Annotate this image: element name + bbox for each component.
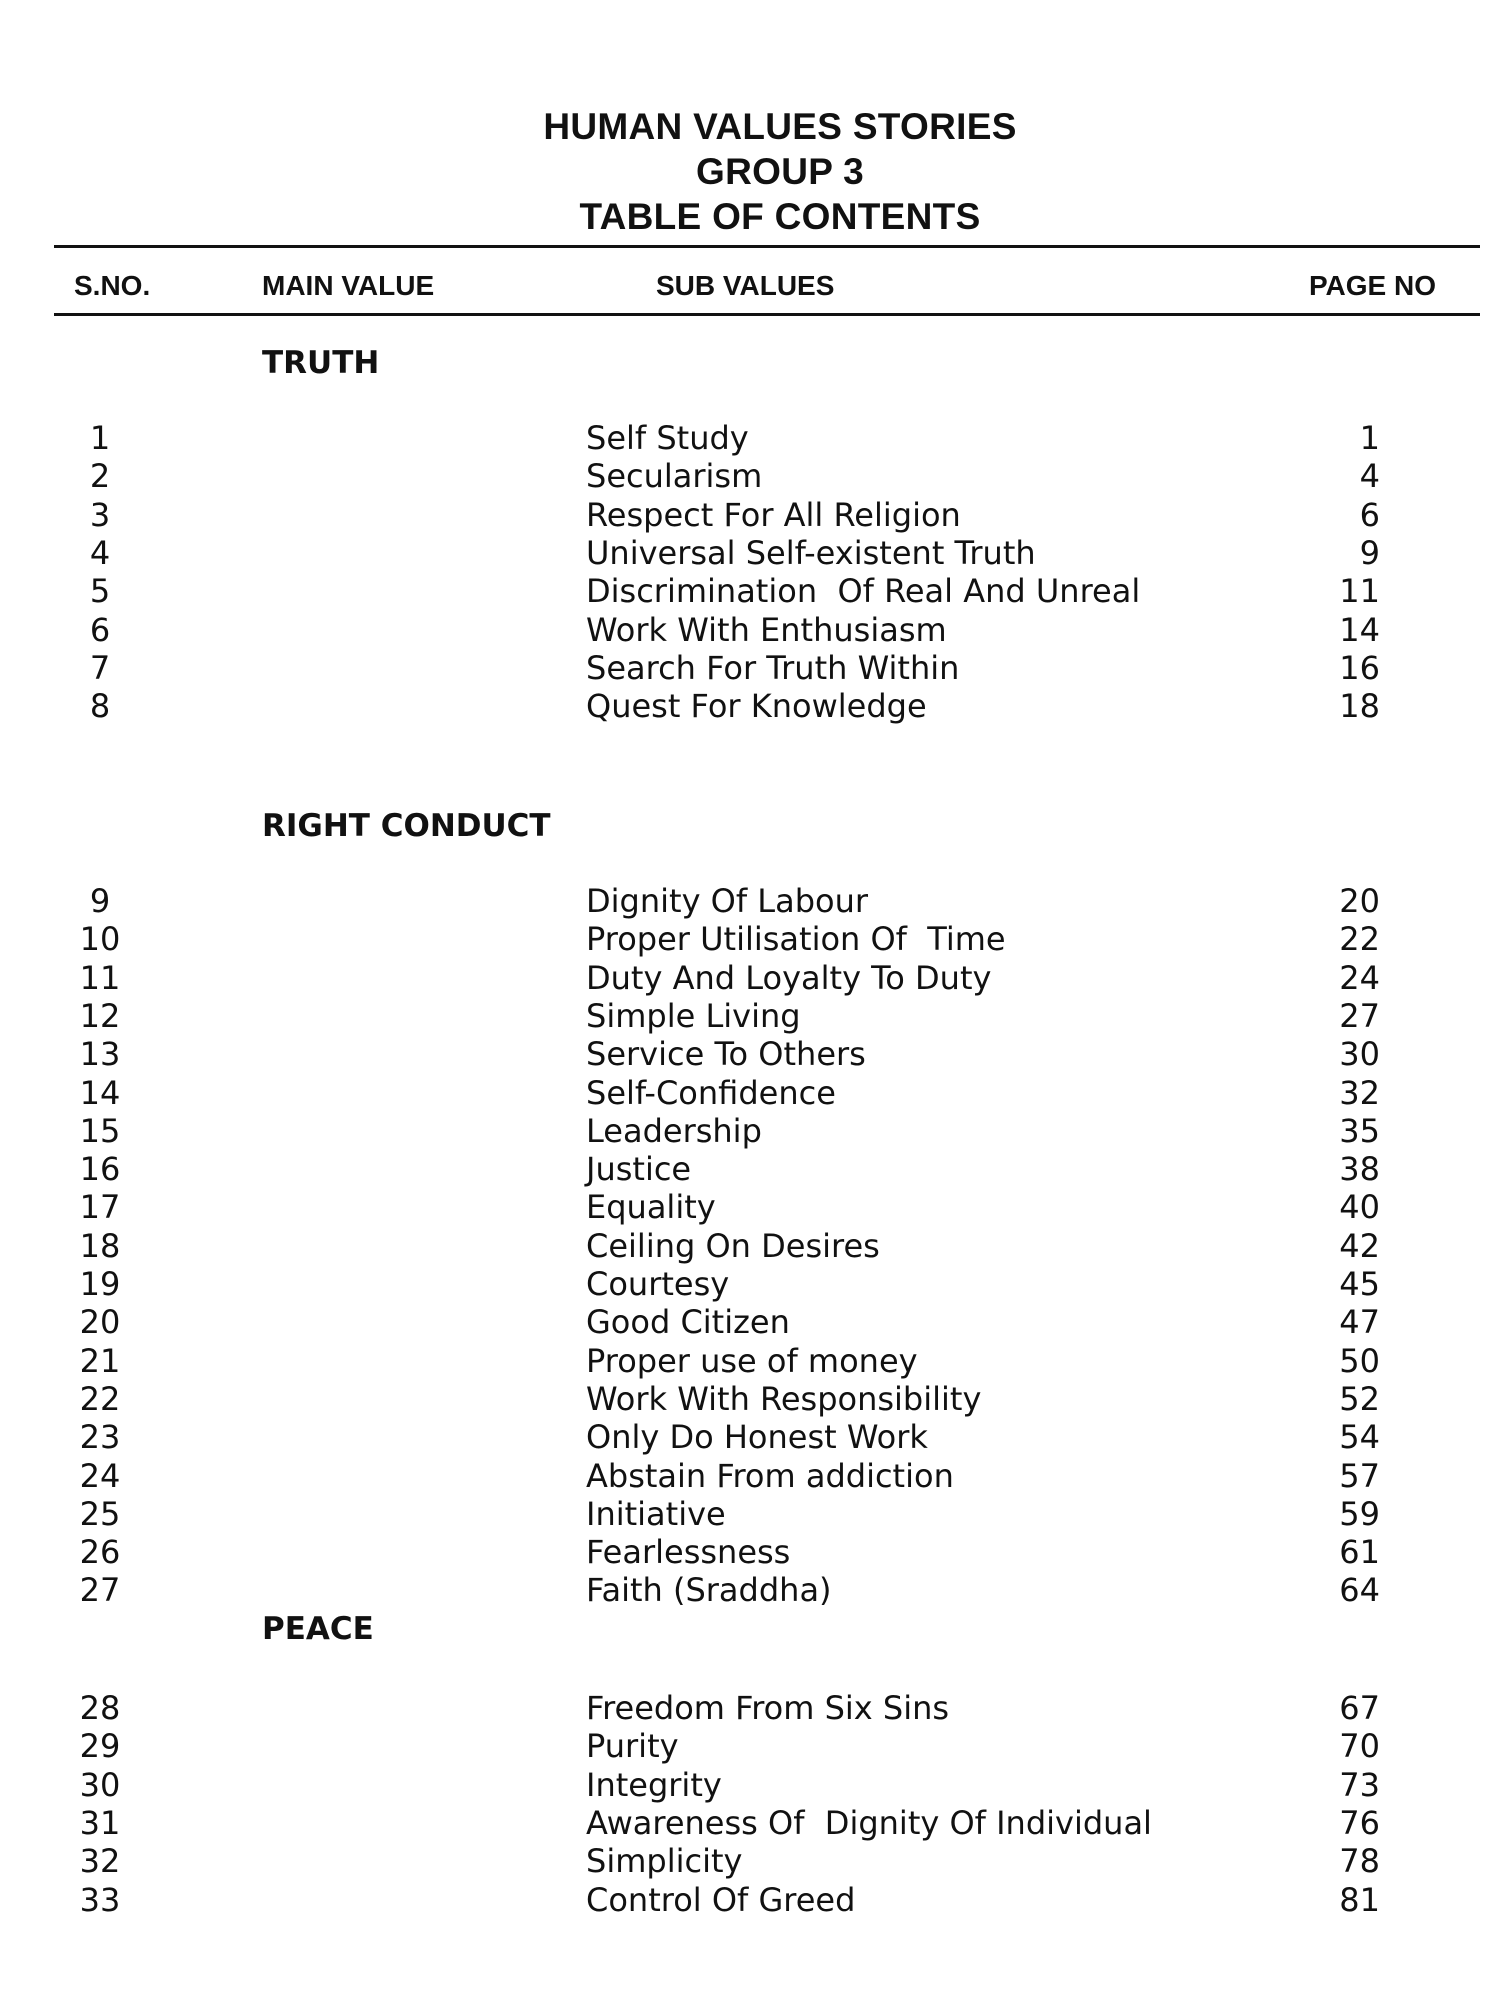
row-page-number: 81 bbox=[1339, 1880, 1380, 1919]
row-page-number: 9 bbox=[1359, 533, 1380, 572]
toc-row bbox=[0, 534, 1500, 572]
title-block bbox=[0, 104, 1500, 239]
toc-row bbox=[0, 1689, 1500, 1727]
row-page-number: 11 bbox=[1339, 572, 1380, 611]
row-sub-value: Integrity bbox=[586, 1765, 722, 1804]
toc-row bbox=[0, 1227, 1500, 1265]
toc-row bbox=[0, 1766, 1500, 1804]
row-sub-value: Secularism bbox=[586, 457, 763, 496]
row-page-number: 16 bbox=[1339, 648, 1380, 687]
row-sub-value: Ceiling On Desires bbox=[586, 1226, 880, 1265]
toc-row bbox=[0, 1881, 1500, 1919]
toc-row bbox=[0, 687, 1500, 725]
row-serial-number: 21 bbox=[79, 1341, 121, 1380]
row-sub-value: Faith (Sraddha) bbox=[586, 1571, 832, 1610]
row-page-number: 73 bbox=[1339, 1765, 1380, 1804]
row-serial-number: 3 bbox=[89, 495, 111, 534]
row-sub-value: Leadership bbox=[586, 1111, 762, 1150]
row-page-number: 67 bbox=[1339, 1689, 1380, 1727]
row-sub-value: Universal Self-existent Truth bbox=[586, 533, 1036, 572]
toc-row bbox=[0, 1150, 1500, 1188]
row-serial-number: 15 bbox=[79, 1111, 121, 1150]
toc-row bbox=[0, 882, 1500, 920]
row-sub-value: Awareness Of Dignity Of Individual bbox=[586, 1803, 1152, 1842]
toc-row bbox=[0, 1035, 1500, 1073]
row-serial-number: 31 bbox=[79, 1803, 121, 1842]
row-sub-value: Service To Others bbox=[586, 1035, 866, 1074]
section-heading: TRUTH bbox=[262, 345, 380, 381]
row-serial-number: 6 bbox=[89, 610, 111, 649]
row-page-number: 54 bbox=[1339, 1418, 1380, 1457]
row-serial-number: 24 bbox=[79, 1456, 121, 1495]
toc-row bbox=[0, 1457, 1500, 1495]
row-serial-number: 30 bbox=[79, 1765, 121, 1804]
row-page-number: 32 bbox=[1339, 1073, 1380, 1112]
row-serial-number: 18 bbox=[79, 1226, 121, 1265]
toc-row bbox=[0, 1112, 1500, 1150]
toc-row bbox=[0, 1418, 1500, 1456]
row-serial-number: 20 bbox=[79, 1303, 121, 1342]
row-sub-value: Simple Living bbox=[586, 996, 801, 1035]
row-page-number: 64 bbox=[1339, 1571, 1380, 1610]
toc-row bbox=[0, 1842, 1500, 1880]
row-sub-value: Work With Enthusiasm bbox=[586, 610, 947, 649]
row-sub-value: Fearlessness bbox=[586, 1533, 791, 1572]
row-page-number: 40 bbox=[1339, 1188, 1380, 1227]
row-sub-value: Discrimination Of Real And Unreal bbox=[586, 572, 1141, 611]
row-sub-value: Simplicity bbox=[586, 1842, 743, 1881]
row-serial-number: 2 bbox=[89, 457, 111, 496]
row-serial-number: 8 bbox=[89, 687, 111, 726]
column-header-sub-values: SUB VALUES bbox=[656, 270, 835, 301]
row-page-number: 57 bbox=[1339, 1456, 1380, 1495]
row-sub-value: Self Study bbox=[586, 419, 749, 457]
column-header-sno: S.NO. bbox=[74, 270, 151, 301]
row-page-number: 52 bbox=[1339, 1379, 1380, 1418]
row-page-number: 27 bbox=[1339, 996, 1380, 1035]
row-page-number: 38 bbox=[1339, 1150, 1380, 1189]
section-heading: RIGHT CONDUCT bbox=[262, 808, 551, 844]
row-page-number: 6 bbox=[1359, 495, 1380, 534]
row-serial-number: 14 bbox=[79, 1073, 121, 1112]
row-serial-number: 26 bbox=[79, 1533, 121, 1572]
row-page-number: 14 bbox=[1339, 610, 1380, 649]
row-page-number: 30 bbox=[1339, 1035, 1380, 1074]
column-header-page-no: PAGE NO bbox=[1308, 270, 1436, 301]
row-sub-value: Justice bbox=[586, 1150, 692, 1189]
row-sub-value: Initiative bbox=[586, 1494, 726, 1533]
row-sub-value: Courtesy bbox=[586, 1265, 730, 1303]
toc-row bbox=[0, 1342, 1500, 1380]
row-sub-value: Only Do Honest Work bbox=[586, 1418, 928, 1457]
row-page-number: 20 bbox=[1339, 882, 1380, 920]
row-sub-value: Dignity Of Labour bbox=[586, 882, 869, 920]
row-serial-number: 25 bbox=[79, 1494, 121, 1533]
row-serial-number: 27 bbox=[79, 1571, 121, 1610]
row-page-number: 45 bbox=[1339, 1265, 1380, 1303]
row-serial-number: 16 bbox=[79, 1150, 121, 1189]
row-sub-value: Equality bbox=[586, 1188, 716, 1227]
toc-row bbox=[0, 1533, 1500, 1571]
row-page-number: 42 bbox=[1339, 1226, 1380, 1265]
row-page-number: 59 bbox=[1339, 1494, 1380, 1533]
row-page-number: 78 bbox=[1339, 1842, 1380, 1881]
toc-row bbox=[0, 1495, 1500, 1533]
row-serial-number: 17 bbox=[79, 1188, 121, 1227]
toc-row bbox=[0, 1380, 1500, 1418]
row-sub-value: Proper use of money bbox=[586, 1341, 918, 1380]
row-serial-number: 28 bbox=[79, 1689, 121, 1727]
doc-title: HUMAN VALUES STORIES bbox=[543, 106, 1017, 147]
row-serial-number: 22 bbox=[79, 1379, 121, 1418]
toc-row bbox=[0, 419, 1500, 457]
row-sub-value: Good Citizen bbox=[586, 1303, 790, 1342]
row-serial-number: 13 bbox=[79, 1035, 121, 1074]
row-serial-number: 10 bbox=[79, 920, 121, 959]
row-sub-value: Respect For All Religion bbox=[586, 495, 961, 534]
row-sub-value: Quest For Knowledge bbox=[586, 687, 927, 726]
row-sub-value: Self-Confidence bbox=[586, 1073, 836, 1112]
toc-row bbox=[0, 611, 1500, 649]
toc-row bbox=[0, 1571, 1500, 1609]
row-sub-value: Freedom From Six Sins bbox=[586, 1689, 950, 1727]
row-page-number: 24 bbox=[1339, 958, 1380, 997]
header-top-rule bbox=[54, 245, 1480, 248]
toc-row bbox=[0, 959, 1500, 997]
toc-row bbox=[0, 1265, 1500, 1303]
row-sub-value: Search For Truth Within bbox=[586, 648, 960, 687]
row-page-number: 22 bbox=[1339, 920, 1380, 959]
toc-row bbox=[0, 1727, 1500, 1765]
row-page-number: 1 bbox=[1359, 419, 1380, 457]
toc-row bbox=[0, 1804, 1500, 1842]
row-sub-value: Abstain From addiction bbox=[586, 1456, 954, 1495]
toc-row bbox=[0, 457, 1500, 495]
row-sub-value: Control Of Greed bbox=[586, 1880, 856, 1919]
row-page-number: 35 bbox=[1339, 1111, 1380, 1150]
toc-row bbox=[0, 1303, 1500, 1341]
toc-row bbox=[0, 920, 1500, 958]
row-page-number: 61 bbox=[1339, 1533, 1380, 1572]
column-header-main-value: MAIN VALUE bbox=[262, 270, 435, 301]
toc-row bbox=[0, 1074, 1500, 1112]
row-serial-number: 32 bbox=[79, 1842, 121, 1881]
row-serial-number: 23 bbox=[79, 1418, 121, 1457]
row-serial-number: 7 bbox=[89, 648, 111, 687]
row-page-number: 4 bbox=[1359, 457, 1380, 496]
toc-row bbox=[0, 1188, 1500, 1226]
header-bottom-rule bbox=[54, 313, 1480, 316]
doc-subtitle: TABLE OF CONTENTS bbox=[579, 196, 981, 237]
row-page-number: 76 bbox=[1339, 1803, 1380, 1842]
row-serial-number: 5 bbox=[89, 572, 111, 611]
row-serial-number: 9 bbox=[89, 882, 111, 920]
toc-row bbox=[0, 649, 1500, 687]
group-label: GROUP 3 bbox=[696, 151, 864, 192]
toc-row bbox=[0, 997, 1500, 1035]
section-heading: PEACE bbox=[262, 1611, 374, 1647]
toc-row bbox=[0, 572, 1500, 610]
row-page-number: 50 bbox=[1339, 1341, 1380, 1380]
row-sub-value: Purity bbox=[586, 1727, 679, 1766]
row-sub-value: Proper Utilisation Of Time bbox=[586, 920, 1006, 959]
row-page-number: 18 bbox=[1339, 687, 1380, 726]
toc-row bbox=[0, 496, 1500, 534]
row-serial-number: 12 bbox=[79, 996, 121, 1035]
row-serial-number: 29 bbox=[79, 1727, 121, 1766]
row-page-number: 47 bbox=[1339, 1303, 1380, 1342]
row-serial-number: 19 bbox=[79, 1265, 121, 1303]
row-sub-value: Duty And Loyalty To Duty bbox=[586, 958, 992, 997]
row-serial-number: 33 bbox=[79, 1880, 121, 1919]
row-sub-value: Work With Responsibility bbox=[586, 1379, 982, 1418]
row-serial-number: 4 bbox=[89, 533, 111, 572]
row-serial-number: 11 bbox=[79, 958, 121, 997]
row-serial-number: 1 bbox=[89, 419, 111, 457]
row-page-number: 70 bbox=[1339, 1727, 1380, 1766]
